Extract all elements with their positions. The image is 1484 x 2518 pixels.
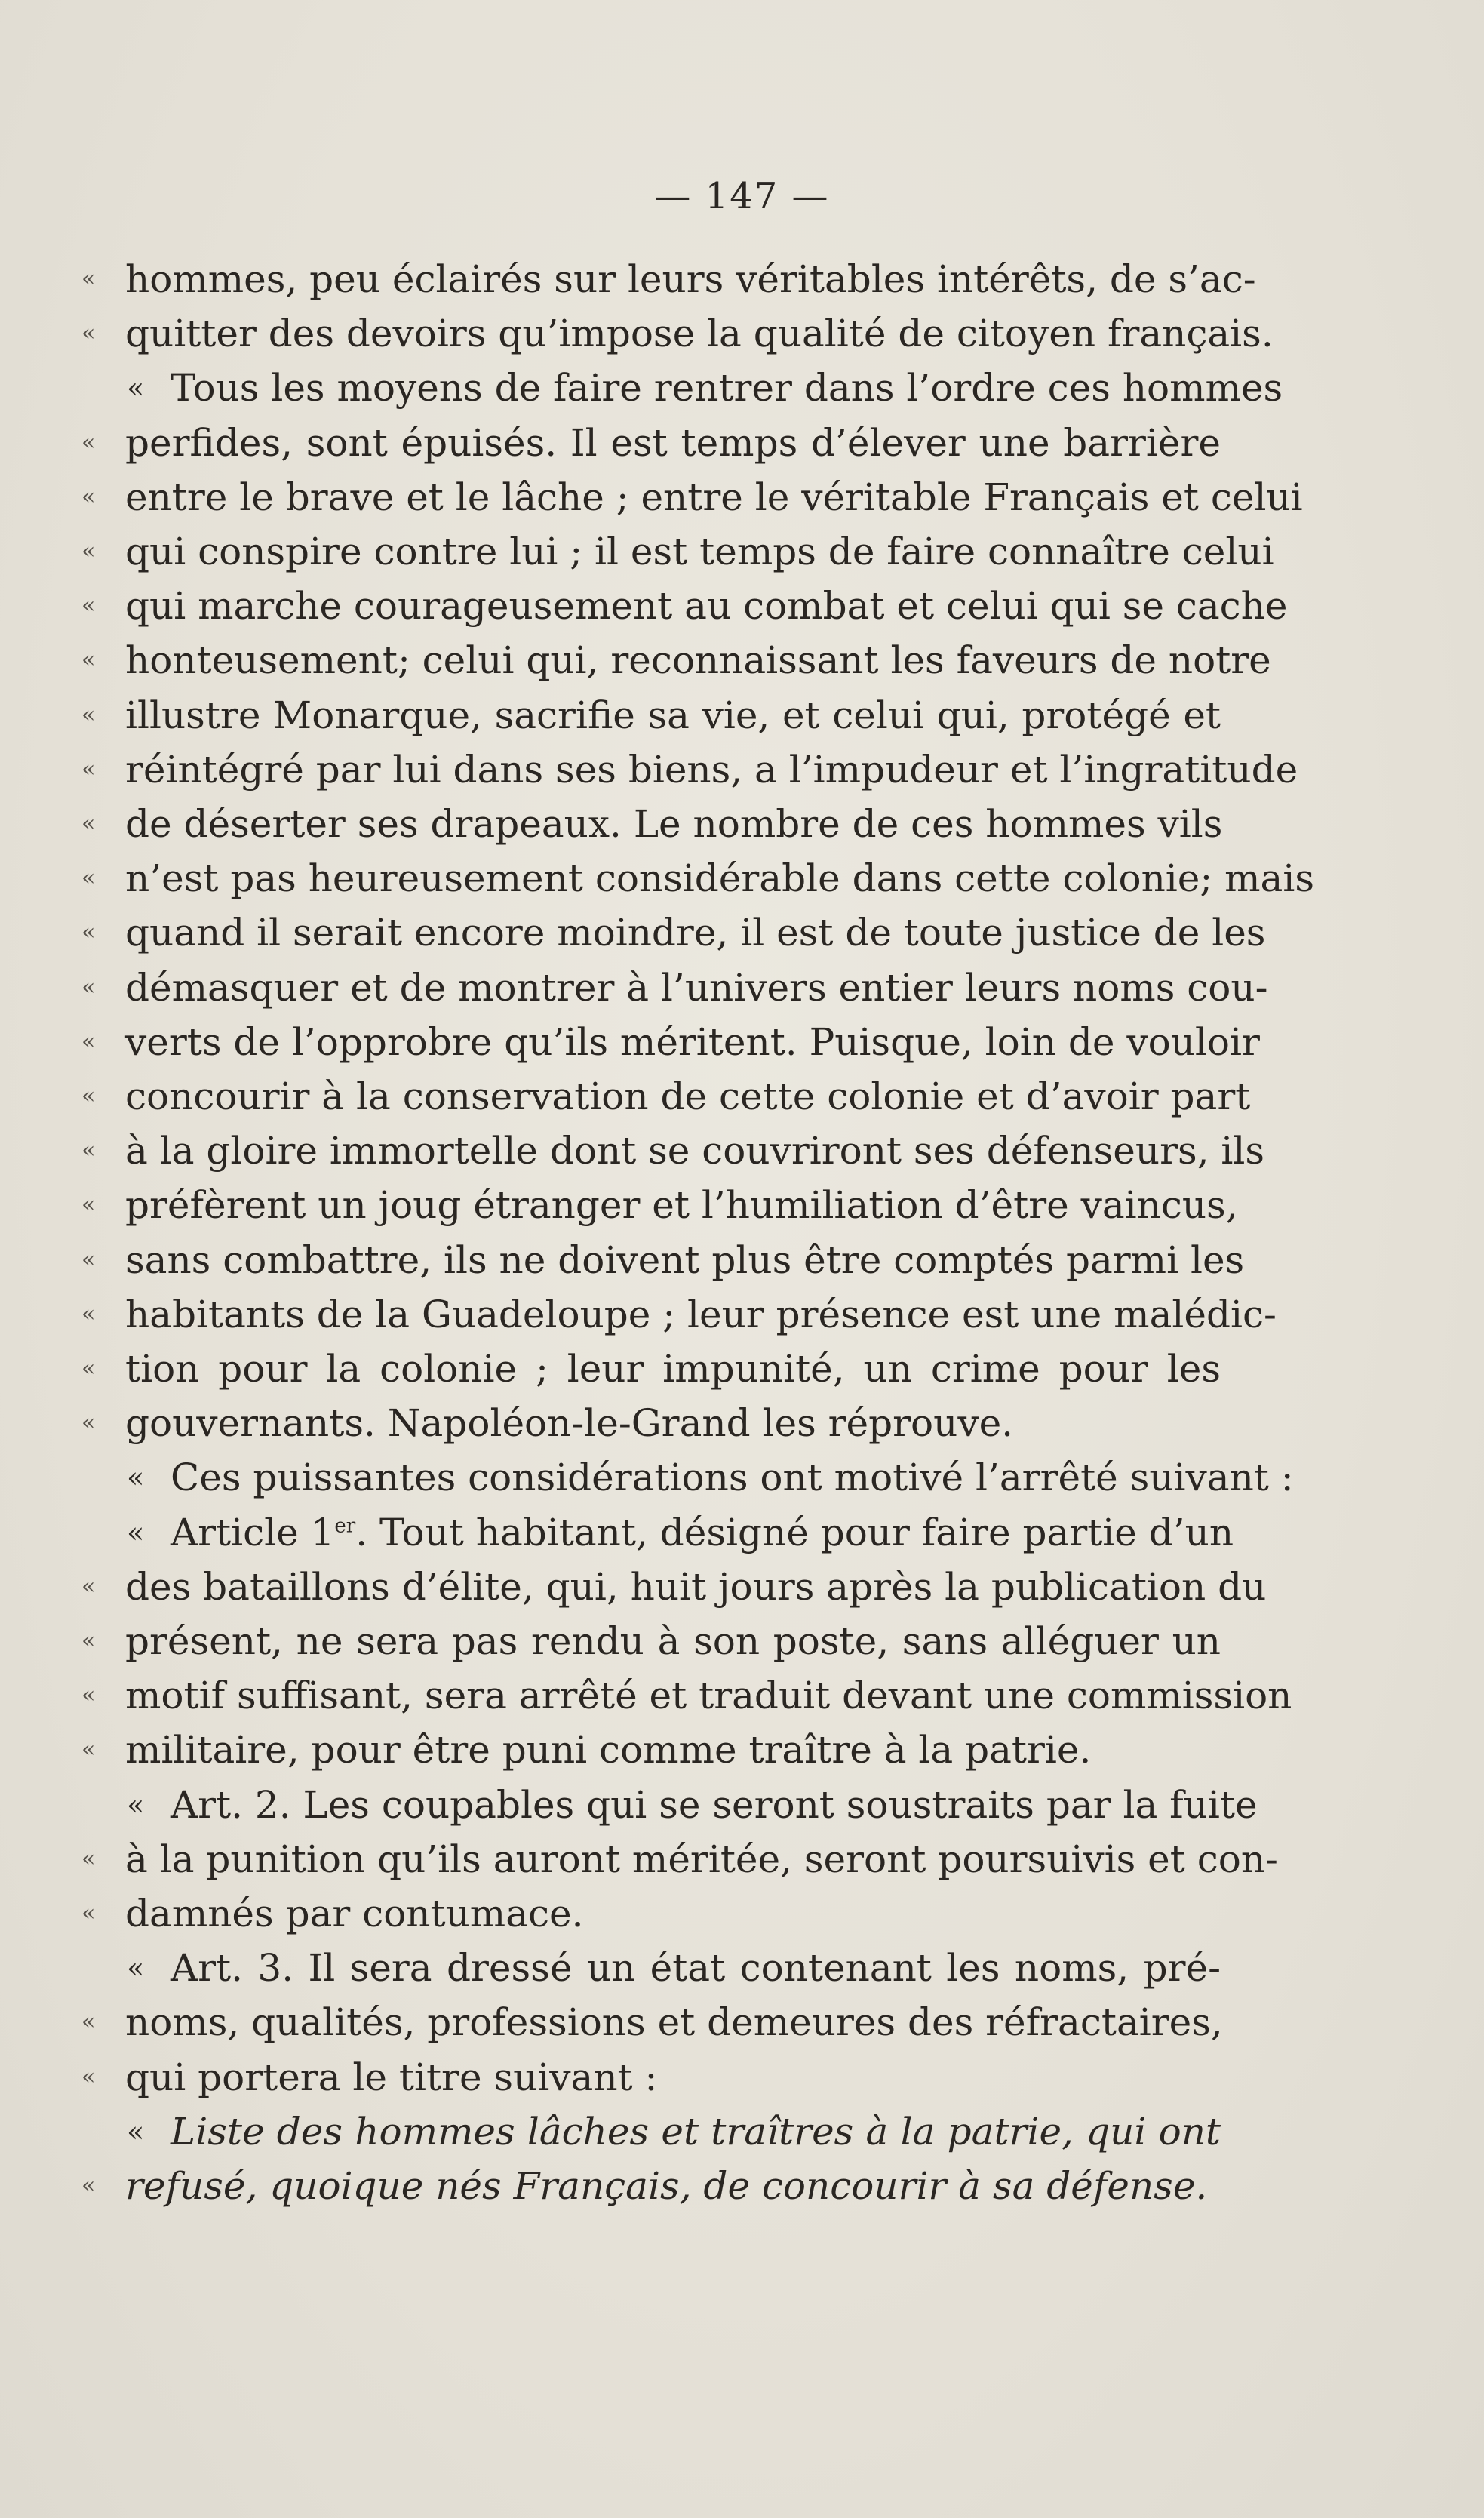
margin-quote-mark: « — [81, 1628, 96, 1654]
margin-quote-mark: « — [81, 1845, 96, 1872]
line-text: tion pour la colonie ; leur impunité, un crime pour les — [125, 1347, 1221, 1391]
line-text: n’est pas heureusement considérable dans cette colonie; mais — [125, 856, 1315, 901]
margin-quote-mark: « — [81, 919, 96, 946]
margin-quote-mark: « — [81, 1246, 96, 1273]
text-line — [0, 1397, 1484, 1450]
line-text: noms, qualités, professions et demeures des réfractaires, — [125, 2000, 1223, 2045]
text-line — [0, 580, 1484, 632]
line-text: gouvernants. Napoléon-le-Grand les réprouve. — [125, 1401, 1014, 1446]
text-line — [0, 1887, 1484, 1940]
margin-quote-mark: « — [81, 1900, 96, 1926]
text-line — [0, 1451, 1484, 1504]
text-line — [0, 906, 1484, 959]
text-line — [0, 1016, 1484, 1068]
text-line — [0, 1996, 1484, 2049]
margin-quote-mark: « — [81, 755, 96, 782]
text-line — [0, 253, 1484, 306]
line-text: réintégré par lui dans ses biens, a l’impudeur et l’ingratitude — [125, 747, 1298, 792]
line-text — [171, 1506, 1234, 1559]
text-line — [0, 961, 1484, 1014]
text-line — [0, 1723, 1484, 1776]
margin-quote-mark: « — [81, 1300, 96, 1327]
line-text: Tous les moyens de faire rentrer dans l’ordre ces hommes — [171, 366, 1283, 410]
line-text-part: . Tout habitant, désigné pour faire partie d’un — [355, 1510, 1234, 1554]
text-line — [0, 307, 1484, 360]
line-text: quand il serait encore moindre, il est de toute justice de les — [125, 911, 1266, 955]
paragraph-quote-mark: « — [127, 1461, 145, 1495]
line-text: à la gloire immortelle dont se couvriront ses défenseurs, ils — [125, 1129, 1265, 1173]
text-line — [0, 689, 1484, 742]
line-text: verts de l’opprobre qu’ils méritent. Puisque, loin de vouloir — [125, 1019, 1260, 1064]
margin-quote-mark: « — [81, 483, 96, 510]
line-text: Liste des hommes lâches et traîtres à la patrie, qui ont — [171, 2109, 1221, 2154]
margin-quote-mark: « — [81, 810, 96, 837]
page-number: — 147 — — [654, 175, 830, 217]
line-text: Ces puissantes considérations ont motivé l’arrêté suivant : — [171, 1456, 1294, 1500]
line-text: sans combattre, ils ne doivent plus être comptés parmi les — [125, 1237, 1245, 1282]
text-line — [0, 2160, 1484, 2212]
line-text: qui portera le titre suivant : — [125, 2055, 658, 2099]
line-text: de déserter ses drapeaux. Le nombre de ces hommes vils — [125, 802, 1223, 846]
text-line — [0, 1124, 1484, 1177]
text-line — [0, 2051, 1484, 2104]
margin-quote-mark: « — [81, 1028, 96, 1055]
margin-quote-mark: « — [81, 1083, 96, 1109]
margin-quote-mark: « — [81, 592, 96, 620]
text-line — [0, 361, 1484, 414]
text-line — [0, 1234, 1484, 1287]
text-line — [0, 1506, 1484, 1559]
margin-quote-mark: « — [81, 973, 96, 1001]
text-line — [0, 743, 1484, 796]
text-line — [0, 1779, 1484, 1831]
text-line — [0, 525, 1484, 578]
superscript: er — [334, 1514, 356, 1537]
margin-quote-mark: « — [81, 1410, 96, 1437]
text-line — [0, 1615, 1484, 1668]
margin-quote-mark: « — [81, 1355, 96, 1382]
line-text: entre le brave et le lâche ; entre le véritable Français et celui — [125, 475, 1303, 519]
line-text: motif suffisant, sera arrêté et traduit devant une commission — [125, 1674, 1292, 1718]
text-line — [0, 1942, 1484, 1994]
line-text: illustre Monarque, sacrifie sa vie, et celui qui, protégé et — [125, 693, 1221, 737]
line-text: à la punition qu’ils auront méritée, seront poursuivis et con- — [125, 1837, 1278, 1881]
margin-quote-mark: « — [81, 320, 96, 347]
margin-quote-mark: « — [81, 701, 96, 728]
margin-quote-mark: « — [81, 266, 96, 292]
line-text: Art. 3. Il sera dressé un état contenant les noms, pré- — [171, 1946, 1221, 1991]
margin-quote-mark: « — [81, 2063, 96, 2090]
margin-quote-mark: « — [81, 2172, 96, 2199]
paragraph-quote-mark: « — [127, 371, 145, 405]
text-line — [0, 634, 1484, 687]
line-text: refusé, quoique nés Français, de concourir à sa défense. — [125, 2164, 1208, 2208]
line-text: habitants de la Guadeloupe ; leur présence est une malédic- — [125, 1292, 1277, 1336]
text-line — [0, 417, 1484, 469]
line-text: qui conspire contre lui ; il est temps de faire connaître celui — [125, 530, 1274, 573]
line-text: Art. 2. Les coupables qui se seront soustraits par la fuite — [171, 1782, 1258, 1827]
text-line — [0, 2105, 1484, 2158]
line-text: perfides, sont épuisés. Il est temps d’élever une barrière — [125, 420, 1221, 465]
text-line — [0, 471, 1484, 524]
line-text: qui marche courageusement au combat et celui qui se cache — [125, 584, 1288, 629]
line-text: préfèrent un joug étranger et l’humiliation d’être vaincus, — [125, 1183, 1238, 1228]
margin-quote-mark: « — [81, 538, 96, 564]
text-line — [0, 1070, 1484, 1123]
text-line — [0, 1833, 1484, 1886]
line-text: militaire, pour être puni comme traître à la patrie. — [125, 1728, 1092, 1772]
text-line — [0, 1560, 1484, 1613]
paragraph-quote-mark: « — [127, 1788, 145, 1822]
margin-quote-mark: « — [81, 865, 96, 892]
margin-quote-mark: « — [81, 1191, 96, 1219]
line-text: démasquer et de montrer à l’univers entier leurs noms cou- — [125, 965, 1268, 1010]
line-text: hommes, peu éclairés sur leurs véritables intérêts, de s’ac- — [125, 257, 1256, 301]
margin-quote-mark: « — [81, 1137, 96, 1164]
text-line — [0, 1342, 1484, 1395]
paragraph-quote-mark: « — [127, 1515, 145, 1549]
text-line — [0, 1179, 1484, 1231]
line-text: honteusement; celui qui, reconnaissant les faveurs de notre — [125, 638, 1271, 683]
text-line — [0, 1669, 1484, 1722]
margin-quote-mark: « — [81, 1682, 96, 1709]
line-text: des bataillons d’élite, qui, huit jours après la publication du — [125, 1564, 1267, 1609]
text-line — [0, 798, 1484, 850]
paragraph-quote-mark: « — [127, 1951, 145, 1985]
margin-quote-mark: « — [81, 2009, 96, 2036]
margin-quote-mark: « — [81, 429, 96, 456]
line-text-part: Article 1 — [171, 1510, 335, 1554]
text-line — [0, 852, 1484, 905]
margin-quote-mark: « — [81, 1736, 96, 1763]
line-text: présent, ne sera pas rendu à son poste, sans alléguer un — [125, 1619, 1221, 1663]
line-text: quitter des devoirs qu’impose la qualité de citoyen français. — [125, 312, 1274, 356]
line-text: concourir à la conservation de cette colonie et d’avoir part — [125, 1075, 1251, 1118]
margin-quote-mark: « — [81, 1573, 96, 1600]
margin-quote-mark: « — [81, 647, 96, 674]
text-line — [0, 1288, 1484, 1341]
paragraph-quote-mark: « — [127, 2114, 145, 2148]
line-text: damnés par contumace. — [125, 1892, 584, 1935]
